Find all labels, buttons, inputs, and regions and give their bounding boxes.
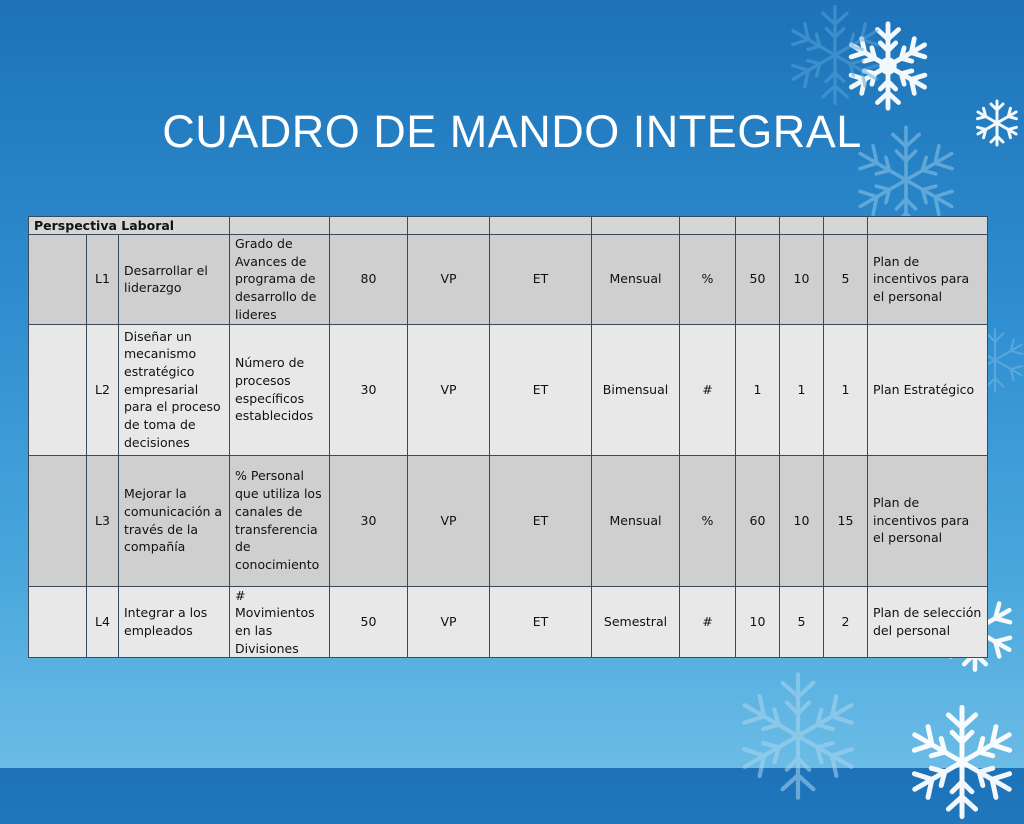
row-initiative: Plan Estratégico — [868, 324, 988, 455]
row-v1: 1 — [736, 324, 780, 455]
table-cell — [736, 217, 780, 235]
row-c2: ET — [490, 324, 592, 455]
snowflake-icon — [780, 0, 890, 110]
row-v1: 50 — [736, 235, 780, 325]
row-frequency: Mensual — [592, 235, 680, 325]
table-cell — [29, 235, 87, 325]
row-v2: 1 — [780, 324, 824, 455]
row-weight: 30 — [330, 455, 408, 586]
row-frequency: Semestral — [592, 586, 680, 658]
row-weight: 30 — [330, 324, 408, 455]
table-cell — [592, 217, 680, 235]
table-row — [29, 235, 988, 325]
snowflake-icon — [728, 666, 868, 806]
table-cell — [29, 586, 87, 658]
row-v1: 60 — [736, 455, 780, 586]
table-cell — [490, 217, 592, 235]
table-row — [29, 586, 988, 658]
row-frequency: Bimensual — [592, 324, 680, 455]
balanced-scorecard-table — [28, 216, 988, 658]
table-cell — [680, 217, 736, 235]
row-v3: 2 — [824, 586, 868, 658]
row-objective: Desarrollar el liderazgo — [119, 235, 230, 325]
row-v3: 1 — [824, 324, 868, 455]
table-cell — [29, 455, 87, 586]
table-row — [29, 455, 988, 586]
row-v3: 15 — [824, 455, 868, 586]
snowflake-icon — [900, 700, 1024, 824]
row-v2: 5 — [780, 586, 824, 658]
row-indicator: # Movimientos en las Divisiones — [230, 586, 330, 658]
row-v2: 10 — [780, 235, 824, 325]
row-initiative: Plan de incentivos para el personal — [868, 455, 988, 586]
row-unit: # — [680, 586, 736, 658]
row-weight: 80 — [330, 235, 408, 325]
header-perspective: Perspectiva Laboral — [29, 217, 230, 235]
table-cell — [780, 217, 824, 235]
row-objective: Mejorar la comunicación a través de la compañía — [119, 455, 230, 586]
table-cell — [330, 217, 408, 235]
row-objective: Integrar a los empleados — [119, 586, 230, 658]
row-v2: 10 — [780, 455, 824, 586]
row-c1: VP — [408, 586, 490, 658]
row-c2: ET — [490, 455, 592, 586]
table-cell — [408, 217, 490, 235]
row-v3: 5 — [824, 235, 868, 325]
row-objective: Diseñar un mecanismo estratégico empresarial para el proceso de toma de decisiones — [119, 324, 230, 455]
row-c1: VP — [408, 324, 490, 455]
row-indicator: % Personal que utiliza los canales de transferencia de conocimiento — [230, 455, 330, 586]
row-code: L1 — [87, 235, 119, 325]
table-cell — [868, 217, 988, 235]
row-c1: VP — [408, 455, 490, 586]
table-cell — [29, 324, 87, 455]
row-v1: 10 — [736, 586, 780, 658]
table-cell — [824, 217, 868, 235]
row-initiative: Plan de incentivos para el personal — [868, 235, 988, 325]
row-indicator: Grado de Avances de programa de desarrollo de lideres — [230, 235, 330, 325]
row-unit: % — [680, 455, 736, 586]
row-c2: ET — [490, 586, 592, 658]
table-header-row — [29, 217, 988, 235]
row-code: L4 — [87, 586, 119, 658]
row-code: L2 — [87, 324, 119, 455]
table-cell — [230, 217, 330, 235]
row-unit: % — [680, 235, 736, 325]
row-frequency: Mensual — [592, 455, 680, 586]
row-indicator: Número de procesos específicos establecidos — [230, 324, 330, 455]
row-unit: # — [680, 324, 736, 455]
slide-title: CUADRO DE MANDO INTEGRAL — [162, 106, 862, 157]
table-row — [29, 324, 988, 455]
row-initiative: Plan de selección del personal — [868, 586, 988, 658]
row-code: L3 — [87, 455, 119, 586]
row-weight: 50 — [330, 586, 408, 658]
row-c2: ET — [490, 235, 592, 325]
row-c1: VP — [408, 235, 490, 325]
